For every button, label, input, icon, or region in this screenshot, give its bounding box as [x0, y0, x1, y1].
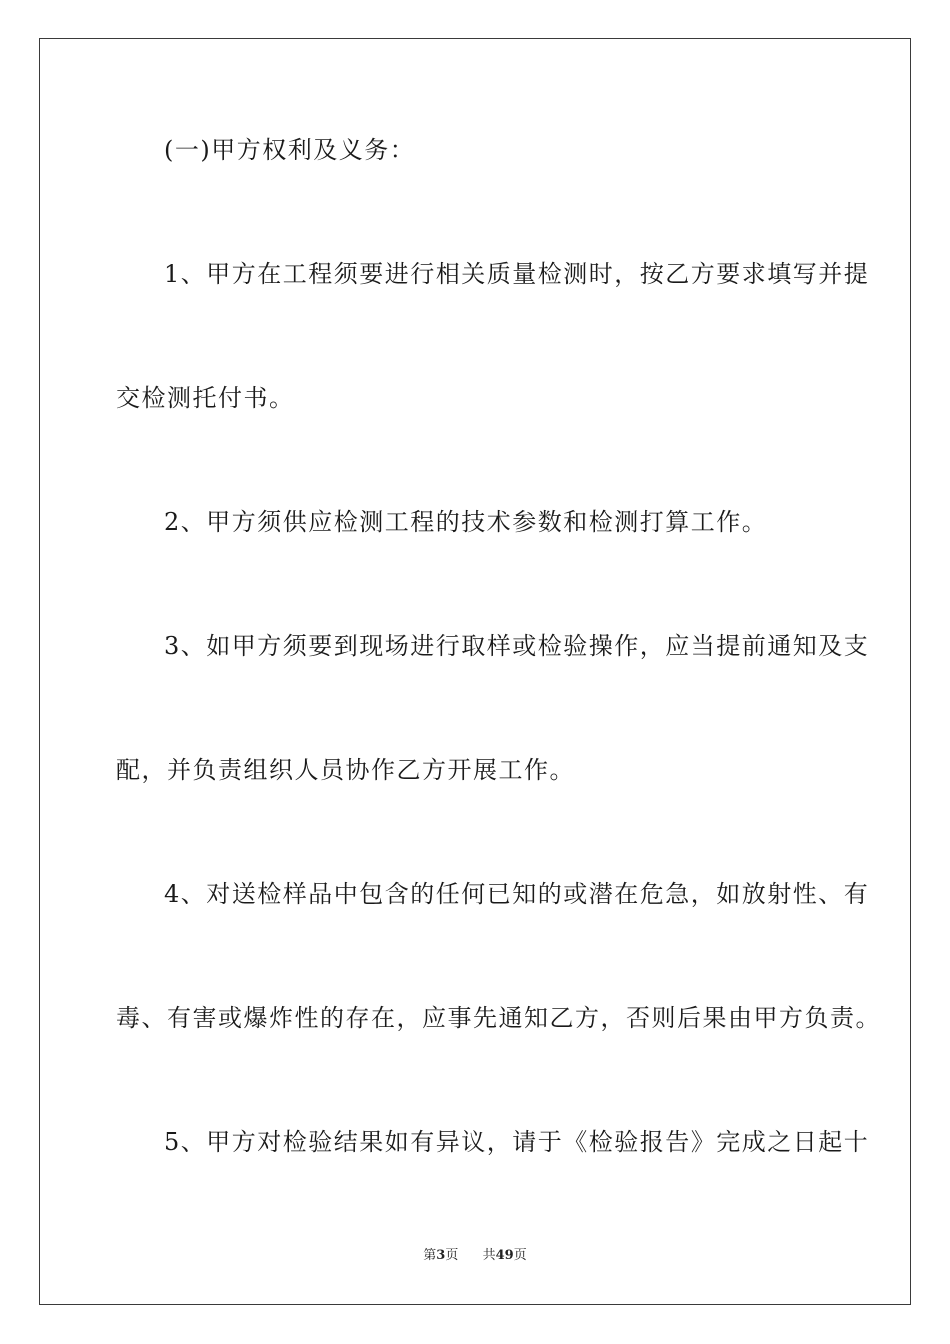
- page-suffix: 页: [445, 1248, 459, 1263]
- paragraph-line: 交检测托付书。: [116, 384, 295, 412]
- total-pages: 49: [495, 1248, 514, 1263]
- paragraph-line: 毒、有害或爆炸性的存在，应事先通知乙方，否则后果由甲方负责。: [116, 1004, 881, 1032]
- paragraph-line: 4、对送检样品中包含的任何已知的或潜在危急，如放射性、有: [164, 880, 870, 908]
- page-number: 3: [436, 1248, 446, 1263]
- paragraph-line: 配，并负责组织人员协作乙方开展工作。: [116, 756, 575, 784]
- total-suffix: 页: [513, 1248, 527, 1263]
- total-prefix: 共: [482, 1248, 496, 1263]
- paragraph-line: 2、甲方须供应检测工程的技术参数和检测打算工作。: [164, 508, 768, 536]
- page-footer: [0, 1247, 950, 1265]
- paragraph-line: 1、甲方在工程须要进行相关质量检测时，按乙方要求填写并提: [164, 260, 870, 288]
- page-prefix: 第: [423, 1248, 437, 1263]
- paragraph-line: 3、如甲方须要到现场进行取样或检验操作，应当提前通知及支: [164, 632, 870, 660]
- page-border: [39, 38, 911, 1305]
- paragraph-line: 5、甲方对检验结果如有异议，请于《检验报告》完成之日起十: [164, 1128, 870, 1156]
- section-heading: (一)甲方权利及义务：: [164, 136, 416, 164]
